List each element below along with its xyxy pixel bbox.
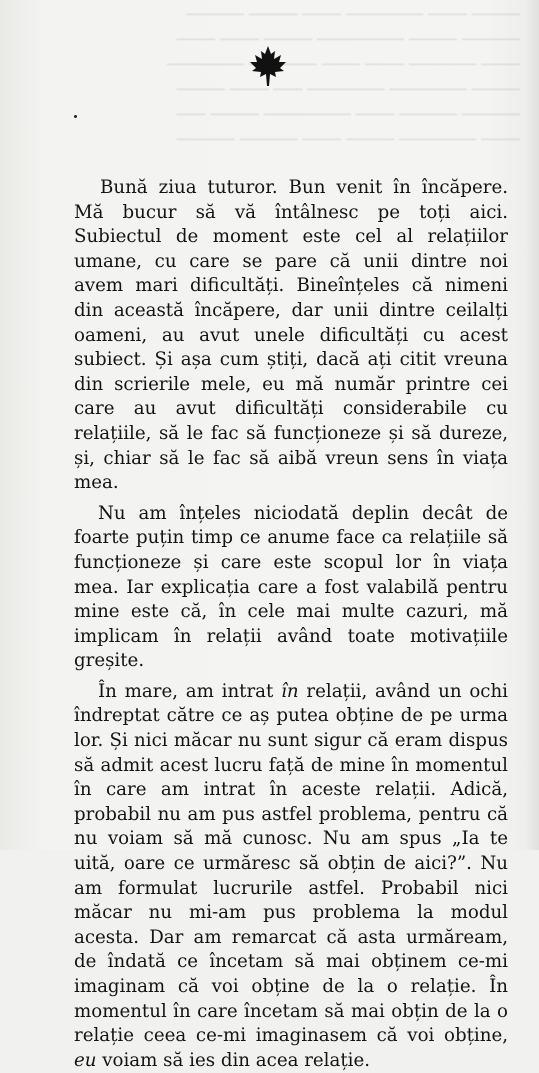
- maple-leaf-icon: [248, 45, 288, 87]
- bleed-through-text: ───── ──── ──────── ──── ───── ────── ────── ───── ───────── ───── ──── ──── ──── ─────── ──── ──── ─────── ──────── ───── ──────── ──────── ─── ──── ───── ────── ────── ──── ───────── ───── ─── ──── ──────── ───── ──── ────── ──────: [167, 5, 520, 149]
- ink-speck: [74, 115, 77, 118]
- paragraph-1: [74, 176, 508, 496]
- paragraph-3-text-b: relații, având un ochi îndreptat către ce aș putea obține de pe urma lor. Și nici măcar nu sunt sigur că eram dispus să admit acest lucru față de mine în momentul în care am intrat în aceste relații. Adică, probabil nu am pus astfel problema, pentru că nu voiam să mă cunosc. Nu am spus „Ia te uită, oare ce urmăresc să obțin de aici?”. Nu am formulat lucrurile astfel. Probabil nici măcar nu mi-am pus problema la modul acesta. Dar am remarcat că asta urmăream, de îndată ce încetam să mai obținem ce-mi imaginam că voi obține de la o relație. În momentul în care încetam să mai obțin de la o relație ceea ce-mi imaginasem că voi obține,: [74, 680, 508, 1047]
- paragraph-3: [74, 680, 508, 1073]
- paragraph-2-text: Nu am înțeles niciodată deplin decât de foarte puțin timp ce anume face ca relațiile să funcționeze și care este scopul lor în viața mea. Iar explicația care a fost valabilă pentru mine este că, în cele mai multe cazuri, mă implicam în relații având toate motivațiile greșite.: [74, 502, 508, 672]
- page-edge-shadow: [525, 0, 539, 850]
- paragraph-3-emphasis-eu: eu: [74, 1049, 97, 1071]
- paragraph-3-emphasis-in: în: [281, 680, 299, 702]
- paragraph-2: [74, 502, 508, 674]
- paragraph-1-text: Bună ziua tuturor. Bun venit în încăpere. Mă bucur să vă întâlnesc pe toți aici. Subiectul de moment este cel al relațiilor umane, cu care se pare că unii dintre noi avem mari dificultăți. Bineînțeles că nimeni din această încăpere, dar unii dintre ceilalți oameni, au avut unele dificultăți cu acest subiect. Și așa cum știți, dacă ați citit vreuna din scrierile mele, eu mă număr printre cei care au avut dificultăți considerabile cu relațiile, să le fac să funcționeze și să dureze, și, chiar să le fac să aibă vreun sens în viața mea.: [74, 177, 508, 494]
- paragraph-3-text-c: voiam să ies din acea relație.: [96, 1049, 370, 1071]
- body-text: [74, 176, 508, 1073]
- paragraph-3-text-a: În mare, am intrat: [98, 680, 282, 702]
